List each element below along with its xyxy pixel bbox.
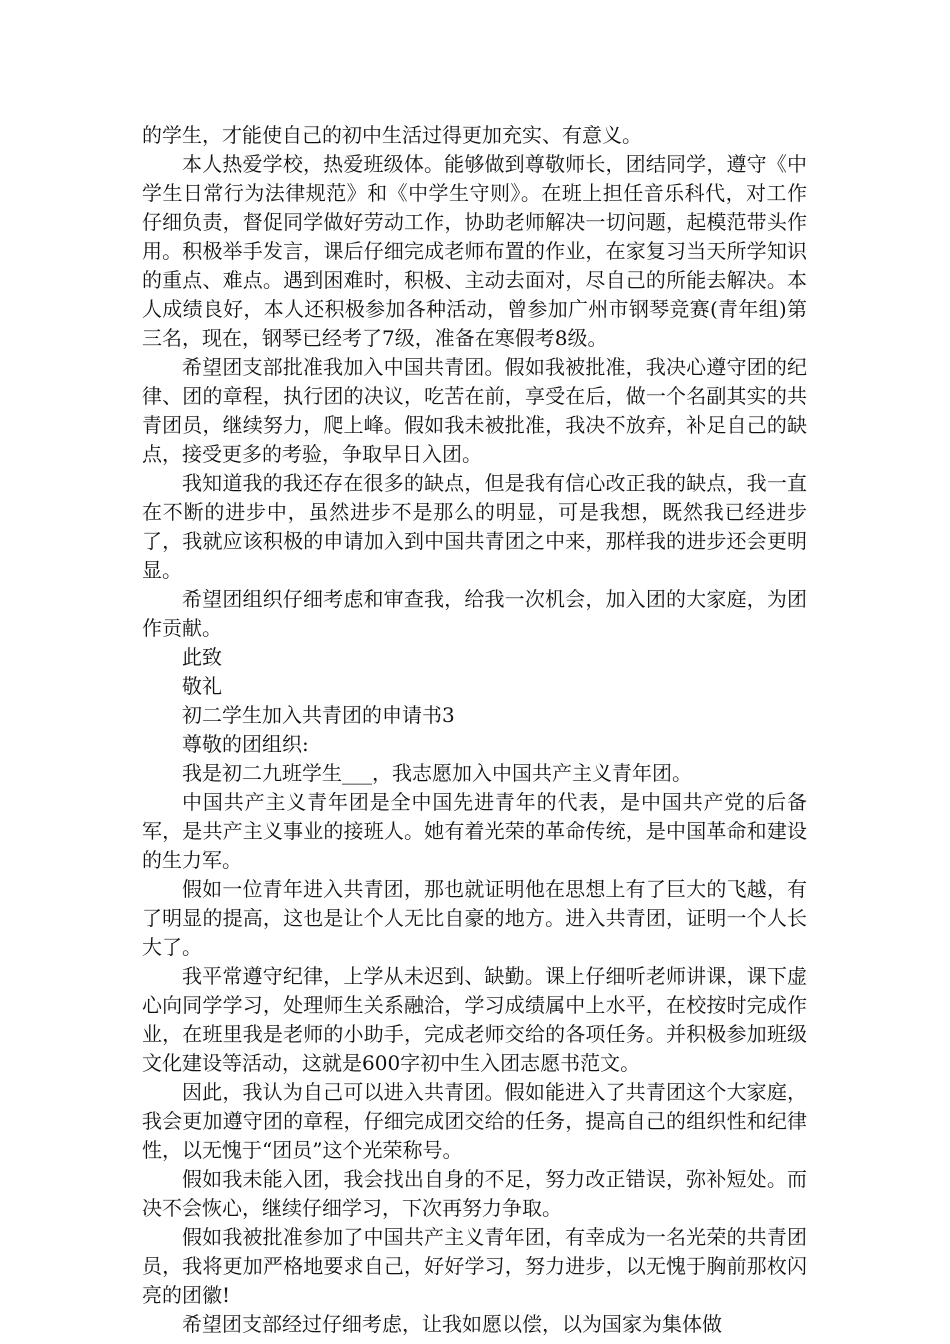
paragraph: 假如我被批准参加了中国共产主义青年团，有幸成为一名光荣的共青团员，我将更加严格地要求自己，好好学习，努力进步，以无愧于胸前那枚闪亮的团徽! [142,1225,807,1307]
paragraph: 因此，我认为自己可以进入共青团。假如能进入了共青团这个大家庭，我会更加遵守团的章程，仔细完成团交给的任务，提高自己的组织性和纪律性，以无愧于“团员”这个光荣称号。 [142,1080,807,1162]
paragraph: 假如我未能入团，我会找出自身的不足，努力改正错误，弥补短处。而决不会恢心，继续仔细学习，下次再努力争取。 [142,1167,807,1220]
paragraph: 中国共产主义青年团是全中国先进青年的代表，是中国共产党的后备军，是共产主义事业的接班人。她有着光荣的革命传统，是中国革命和建设的生力军。 [142,790,807,872]
salutation: 尊敬的团组织: [182,732,309,756]
closing-line: 此致 [182,645,222,669]
document-body [142,121,807,1339]
closing-line: 敬礼 [182,674,222,698]
paragraph: 我知道我的我还存在很多的缺点，但是我有信心改正我的缺点，我一直在不断的进步中，虽然进步不是那么的明显，可是我想，既然我已经进步了，我就应该积极的申请加入到中国共青团之中来，那样我的进步还会更明显。 [142,471,807,582]
section-title: 初二学生加入共青团的申请书3 [182,703,455,727]
paragraph: 本人热爱学校，热爱班级体。能够做到尊敬师长，团结同学，遵守《中学生日常行为法律规范》和《中学生守则》。在班上担任音乐科代，对工作仔细负责，督促同学做好劳动工作，协助老师解决一切问题，起模范带头作用。积极举手发言，课后仔细完成老师布置的作业，在家复习当天所学知识的重点、难点。遇到困难时，积极、主动去面对，尽自己的所能去解决。本人成绩良好，本人还积极参加各种活动，曾参加广州市钢琴竞赛(青年组)第三名，现在，钢琴已经考了7级，准备在寒假考8级。 [142,152,807,350]
paragraph: 的学生，才能使自己的初中生活过得更加充实、有意义。 [142,123,642,147]
paragraph: 我是初二九班学生___，我志愿加入中国共产主义青年团。 [182,761,692,785]
paragraph: 我平常遵守纪律，上学从未迟到、缺勤。课上仔细听老师讲课，课下虚心向同学学习，处理师生关系融洽，学习成绩属中上水平，在校按时完成作业，在班里我是老师的小助手，完成老师交给的各项任务。并积极参加班级文化建设等活动，这就是600字初中生入团志愿书范文。 [142,964,807,1075]
paragraph: 希望团组织仔细考虑和审查我，给我一次机会，加入团的大家庭，为团作贡献。 [142,587,807,640]
paragraph: 假如一位青年进入共青团，那也就证明他在思想上有了巨大的飞越，有了明显的提高，这也是让个人无比自豪的地方。进入共青团，证明一个人长大了。 [142,877,807,959]
paragraph: 希望团支部经过仔细考虑，让我如愿以偿，以为国家为集体做 [182,1312,722,1336]
paragraph: 希望团支部批准我加入中国共青团。假如我被批准，我决心遵守团的纪律、团的章程，执行团的决议，吃苦在前，享受在后，做一个名副其实的共青团员，继续努力，爬上峰。假如我未被批准，我决不放弃，补足自己的缺点，接受更多的考验，争取早日入团。 [142,355,807,466]
